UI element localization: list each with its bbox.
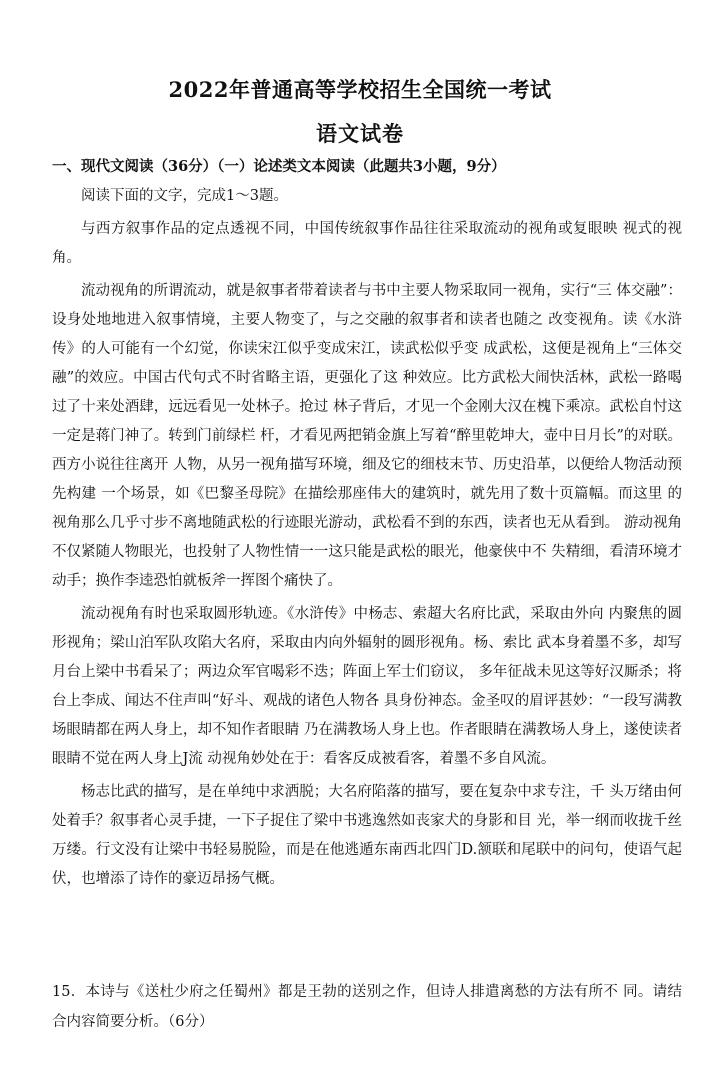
passage-paragraph: 流动视角有时也采取圆形轨迹。《水浒传》中杨志、索超大名府比武，采取由外向 内聚焦的圆形视角；梁山泊军队攻陷大名府，采取由内向外辐射的圆形视角。杨、索比 武本身着墨不多，却写月台上梁中书看呆了；两边众军官喝彩不迭；阵面上军士们窃议， 多年征战未见这等好汉厮杀；将台上李成、闻达不住声叫“好斗、观战的诸色人物各 具身份神态。金圣叹的眉评甚妙：“一段写满教场眼睛都在两人身上，却不知作者眼睛 乃在满教场人身上也。作者眼睛在满教场人身上，遂使读者眼睛不觉在两人身上J流 动视角妙处在于：看客反成被看客，着墨不多自风流。 (52, 606, 682, 767)
reading-passage (52, 182, 682, 898)
passage-paragraph: 杨志比武的描写，是在单纯中求洒脱；大名府陷落的描写，要在复杂中求专注，千 头万绪由何处着手？叙事者心灵手捷，一下子捉住了梁中书逃逸然如丧家犬的身影和目 光，举一纲而收拢千丝万缕。行文没有让梁中书轻易脱险，而是在他逃遁东南西北四门D.颔联和尾联中的问句，使语气起伏，也增添了诗作的豪迈昂扬气概。 (52, 784, 682, 887)
passage-paragraph: 与西方叙事作品的定点透视不同，中国传统叙事作品往往采取流动的视角或复眼映 视式的视角。 (52, 221, 682, 266)
instruction-paragraph: 阅读下面的文字，完成1～3题。 (81, 188, 288, 204)
passage-paragraph: 流动视角的所谓流动，就是叙事者带着读者与书中主要人物采取同一视角，实行“三 体交融”：设身处地地进入叙事情境，主要人物变了，与之交融的叙事者和读者也随之 改变视角。读《水浒传》的人可能有一个幻觉，你读宋江似乎变成宋江，读武松似乎变 成武松，这便是视角上“三体交融”的效应。中国古代句式不时省略主语，更强化了这 种效应。比方武松大闹快活林，武松一路喝过了十来处酒肆，远远看见一处林子。抢过 林子背后，才见一个金刚大汉在槐下乘凉。武松自忖这一定是蒋门神了。转到门前绿栏 杆，才看见两把销金旗上写着“醉里乾坤大，壶中日月长”的对联。西方小说往往离开 人物，从另一视角描写环境，细及它的细枝末节、历史沿革，以便给人物活动预先构建 一个场景，如《巴黎圣母院》在描绘那座伟大的建筑时，就先用了数十页篇幅。而这里 的视角那么几乎寸步不离地随武松的行迹眼光游动，武松看不到的东西，读者也无从看到。 游动视角不仅紧随人物眼光，也投射了人物性情一一这只能是武松的眼光，他豪侠中不 失精细，看清环境才动手；换作李逵恐怕就板斧一挥图个痛快了。 (52, 283, 682, 589)
question-15: 15．本诗与《送杜少府之任蜀州》都是王勃的送别之作，但诗人排遣离愁的方法有所不 同。请结合内容简要分析。（6分） (52, 984, 682, 1030)
exam-subtitle: 语文试卷 (316, 121, 404, 146)
section-heading: 一、现代文阅读（36分）（一）论述类文本阅读（此题共3小题，9分） (52, 158, 506, 175)
exam-title: 2022年普通高等学校招生全国统一考试 (168, 77, 552, 102)
